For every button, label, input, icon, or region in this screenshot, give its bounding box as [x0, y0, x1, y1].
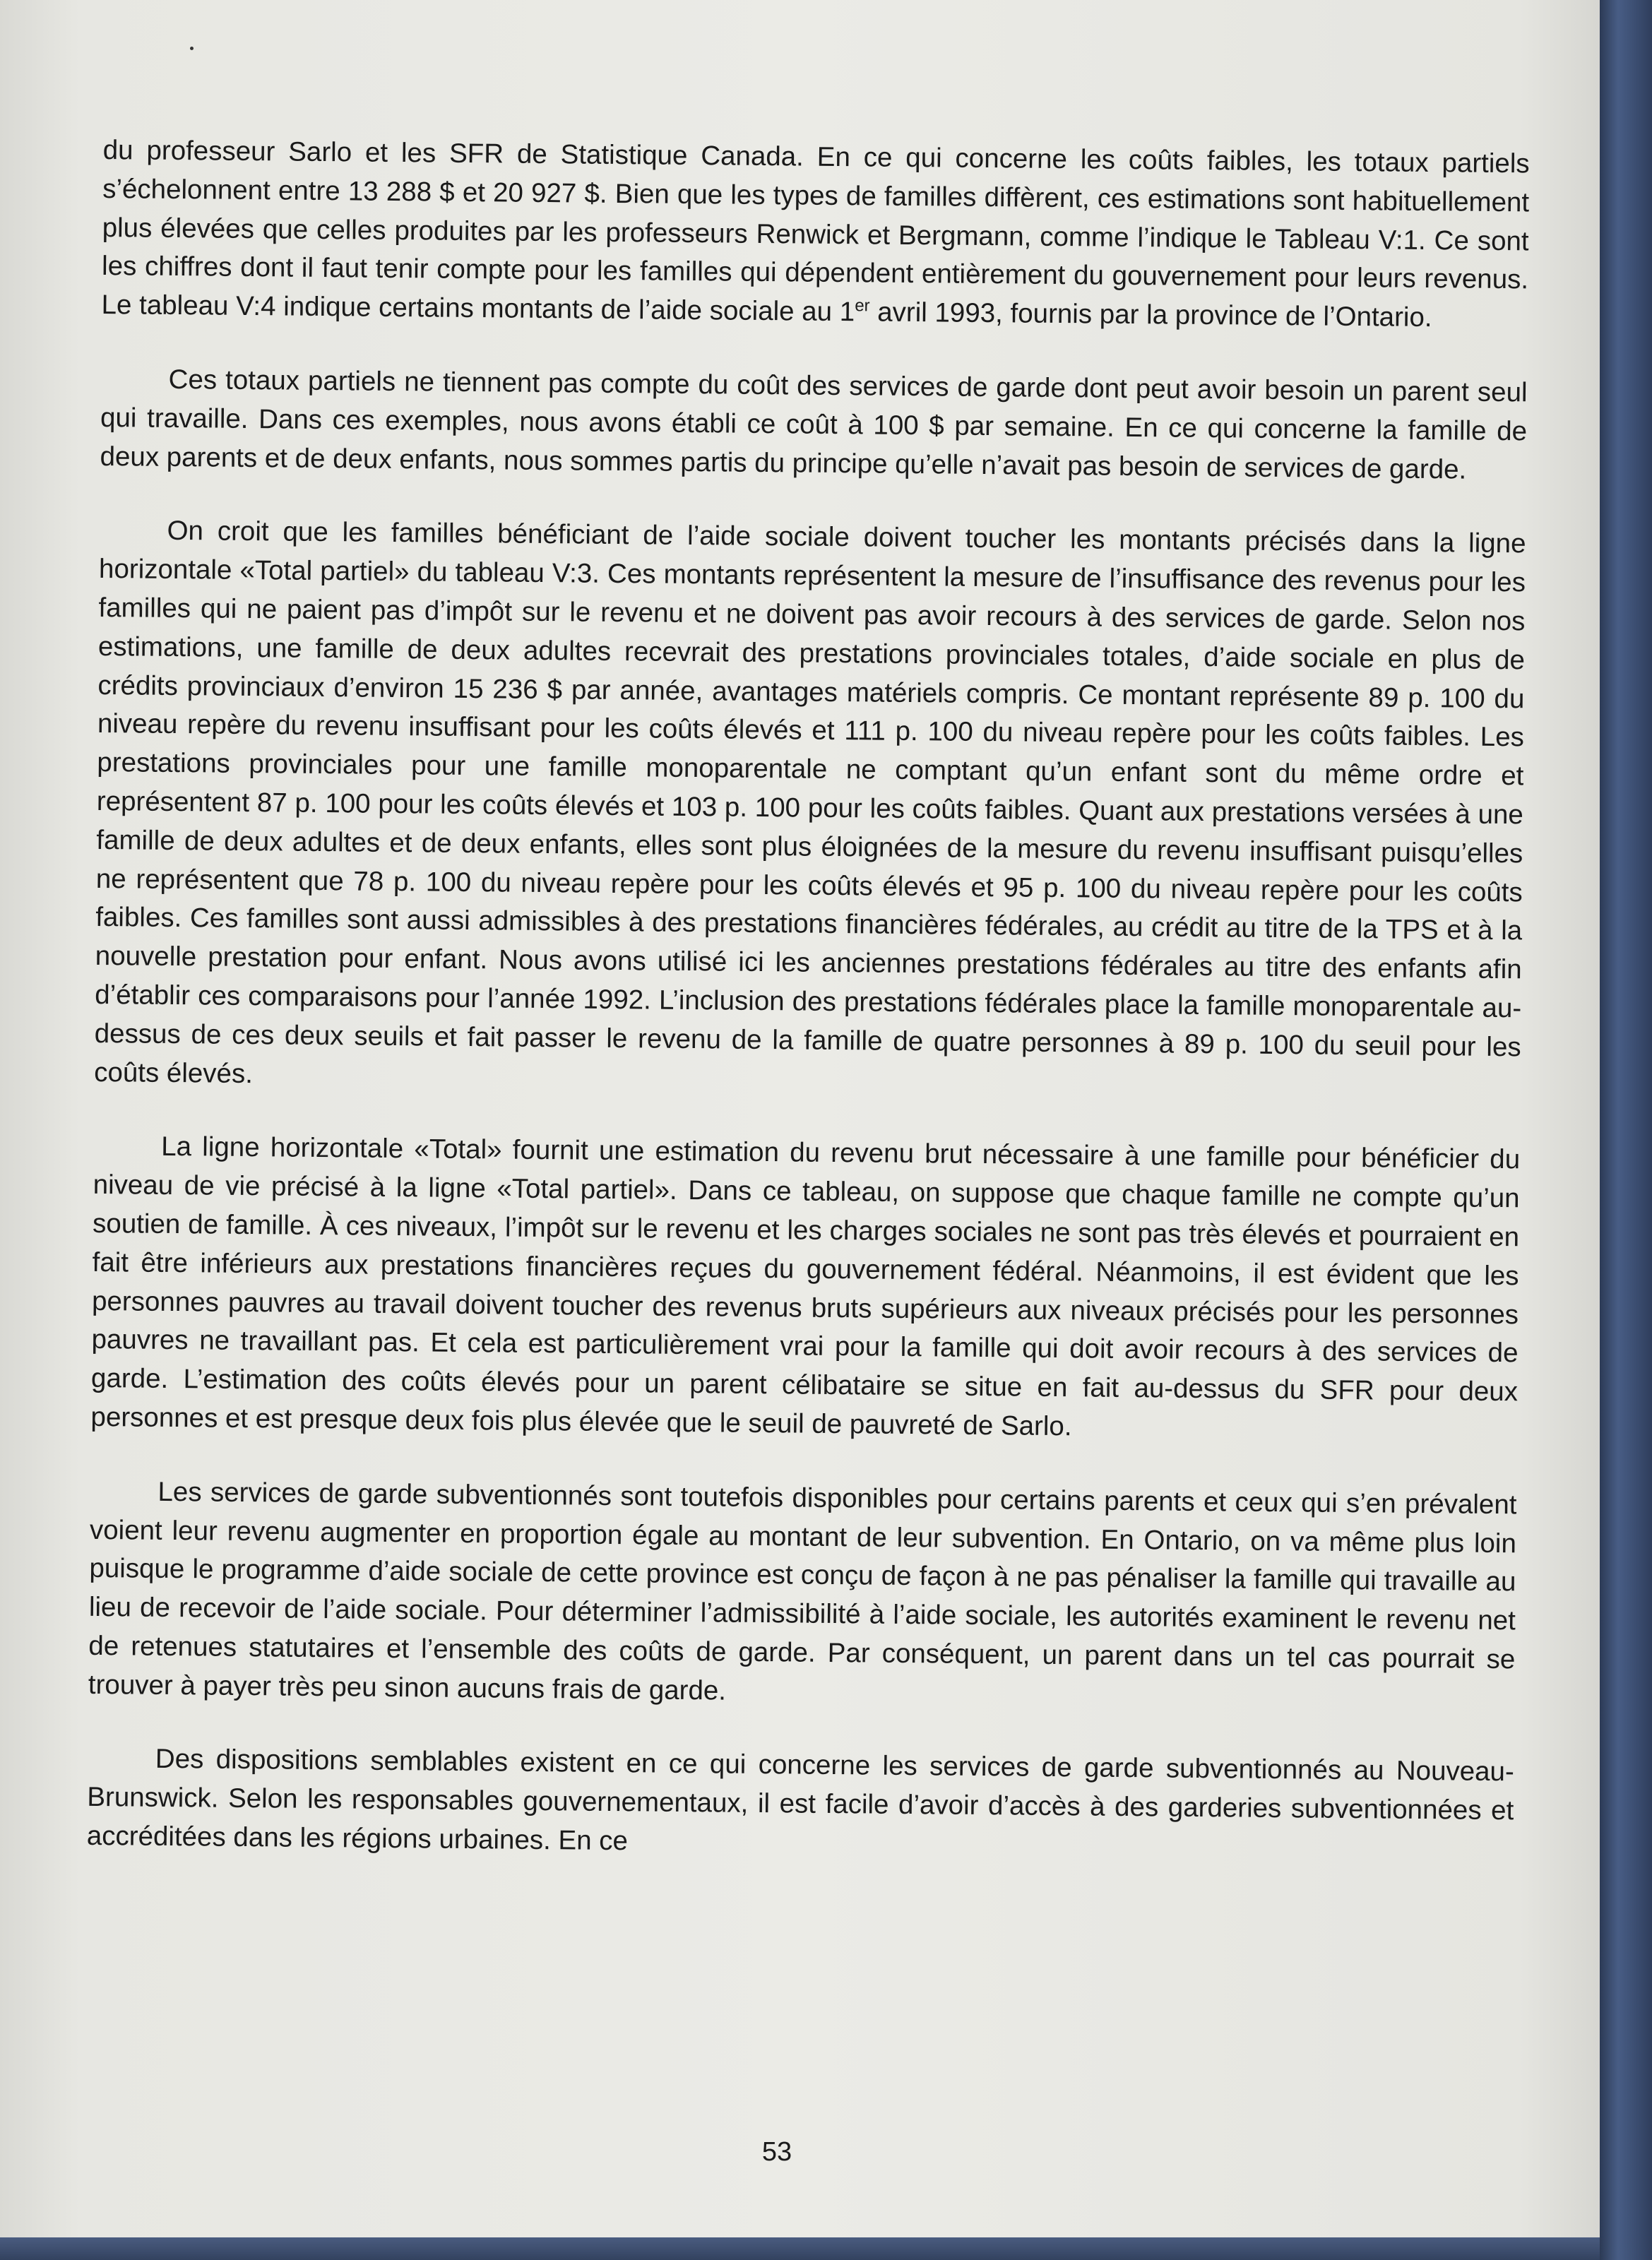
book-bottom-edge [0, 2237, 1600, 2260]
page-number: 53 [761, 2137, 792, 2167]
paragraph-4: La ligne horizontale «Total» fournit une estimation du revenu brut nécessaire à une famille pour bénéficier du niveau de vie précisé à la ligne «Total partiel». Dans ce tableau, on suppose que chaque famille ne compte qu’un soutien de famille. À ces niveaux, l’impôt sur le revenu et les charges sociales ne sont pas très élevés et pourraient en fait être inférieurs aux prestations financières reçues du gouvernement fédéral. Néanmoins, il est évident que les personnes pauvres au travail doivent toucher des revenus bruts supérieurs aux niveaux précisés pour les personnes pauvres ne travaillant pas. Et cela est particulièrement vrai pour la famille qui doit avoir recours à des services de garde. L’estimation des coûts élevés pour un parent célibataire se situe en fait au-dessus du SFR pour deux personnes et est presque deux fois plus élevée que le seuil de pauvreté de Sarlo. [90, 1131, 1521, 1442]
paragraph-3: On croit que les familles bénéficiant de l’aide sociale doivent toucher les montants précisés dans la ligne horizontale «Total partiel» du tableau V:3. Ces montants représentent la mesure de l’insuffisance des revenus pour les familles qui ne paient pas d’impôt sur le revenu et ne doivent pas avoir recours à des services de garde. Selon nos estimations, une famille de deux adultes recevrait des prestations provinciales totales, d’aide sociale en plus de crédits provinciaux d’environ 15 236 $ par année, avantages matériels compris. Ce montant représente 89 p. 100 du niveau repère du revenu insuffisant pour les coûts élevés et 111 p. 100 du niveau repère pour les coûts faibles. Les prestations provinciales pour une famille monoparentale ne comptant qu’un enfant sont du même ordre et représentent 87 p. 100 pour les coûts élevés et 103 p. 100 pour les coûts faibles. Quant aux prestations versées à une famille de deux adultes et de deux enfants, elles sont plus éloignées de la mesure du revenu insuffisant puisqu’elles ne représentent que 78 p. 100 du niveau repère pour les coûts élevés et 95 p. 100 du niveau repère pour les coûts faibles. Ces familles sont aussi admissibles à des prestations financières fédérales, au crédit au titre de la TPS et à la nouvelle prestation pour enfant. Nous avons utilisé ici les anciennes prestations fédérales au titre des enfants afin d’établir ces comparaisons pour l’année 1992. L’inclusion des prestations fédérales place la famille monoparentale au-dessus de ces deux seuils et fait passer le revenu de la famille de quatre personnes à 89 p. 100 du seuil pour les coûts élevés. [94, 516, 1526, 1089]
paragraph-1 [101, 131, 1530, 338]
speck-mark [190, 47, 194, 50]
paragraph-2: Ces totaux partiels ne tiennent pas compte du coût des services de garde dont peut avoir besoin un parent seul qui travaille. Dans ces exemples, nous avons établi ce coût à 100 $ par semaine. En ce qui concerne la famille de deux parents et de deux enfants, nous sommes partis du principe qu’elle n’avait pas besoin de services de garde. [100, 364, 1528, 485]
paragraph-6: Des dispositions semblables existent en ce qui concerne les services de garde subventionnés au Nouveau-Brunswick. Selon les responsables gouvernementaux, il est facile d’avoir d’accès à des garderies subventionnées et accréditées dans les régions urbaines. En ce [86, 1744, 1514, 1857]
paragraph-1-tail: avril 1993, fournis par la province de l’Ontario. [869, 297, 1432, 333]
book-binding-edge [1600, 0, 1652, 2260]
paragraph-1-text: du professeur Sarlo et les SFR de Statistique Canada. En ce qui concerne les coûts faibles, les totaux partiels s’échelonnent entre 13 288 $ et 20 927 $. Bien que les types de familles diffèrent, ces estimations sont habituellement plus élevées que celles produites par les professeurs Renwick et Bergmann, comme l’indique le Tableau V:1. Ce sont les chiffres dont il faut tenir compte pour les familles qui dépendent entièrement du gouvernement pour leurs revenus. Le tableau V:4 indique certains montants de l’aide sociale au 1 [101, 134, 1530, 328]
superscript-er: er [855, 296, 870, 316]
body-text [86, 131, 1530, 1905]
paragraph-5: Les services de garde subventionnés sont toutefois disponibles pour certains parents et ceux qui s’en prévalent voient leur revenu augmenter en proportion égale au montant de leur subvention. En Ontario, on va même plus loin puisque le programme d’aide sociale de cette province est conçu de façon à ne pas pénaliser la famille qui travaille au lieu de recevoir de l’aide sociale. Pour déterminer l’admissibilité à l’aide sociale, les autorités examinent le revenu net de retenues statutaires et l’ensemble des coûts de garde. Par conséquent, un parent dans un tel cas pourrait se trouver à payer très peu sinon aucuns frais de garde. [88, 1476, 1517, 1706]
